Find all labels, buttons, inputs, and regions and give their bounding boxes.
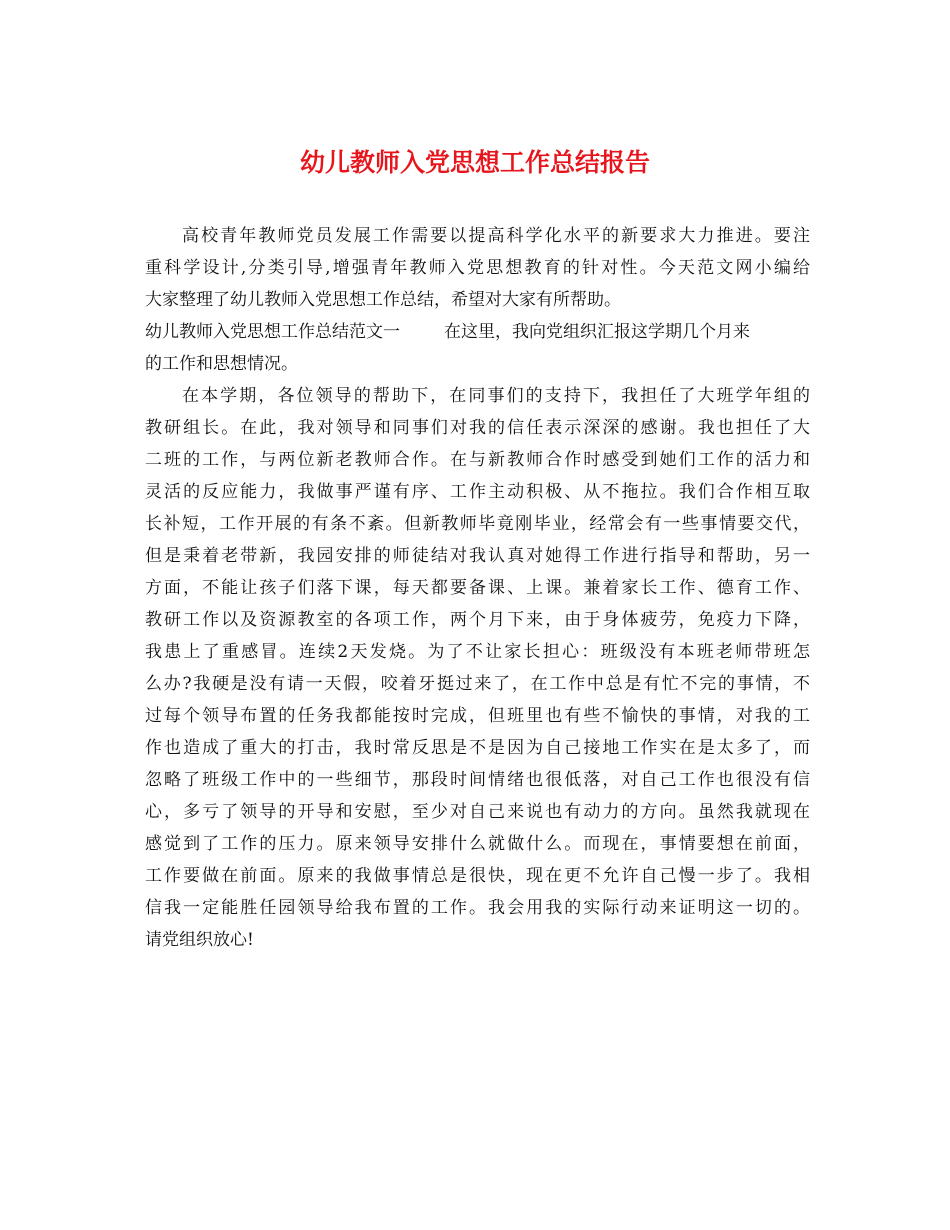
- paragraph-line: 忽略了班级工作中的一些细节，那段时间情绪也很低落，对自己工作也很没有信: [145, 770, 810, 790]
- paragraph-line: 二班的工作，与两位新老教师合作。在与新教师合作时感受到她们工作的活力和: [145, 450, 810, 470]
- paragraph-line: 过每个领导布置的任务我都能按时完成，但班里也有些不愉快的事情，对我的工: [145, 706, 810, 726]
- paragraph-line: 心，多亏了领导的开导和安慰，至少对自己来说也有动力的方向。虽然我就现在: [145, 802, 810, 822]
- intro-line: 大家整理了幼儿教师入党思想工作总结，希望对大家有所帮助。: [145, 290, 621, 310]
- paragraph-line: 但是秉着老带新，我园安排的师徒结对我认真对她得工作进行指导和帮助，另一: [145, 546, 810, 566]
- paragraph-line: 么办?我硬是没有请一天假，咬着牙挺过来了，在工作中总是有忙不完的事情，不: [145, 674, 810, 694]
- paragraph-line: 我患上了重感冒。连续2天发烧。为了不让家长担心：班级没有本班老师带班怎: [145, 642, 810, 662]
- paragraph-line: 作也造成了重大的打击，我时常反思是不是因为自己接地工作实在是太多了，而: [145, 738, 810, 758]
- paragraph-line: 灵活的反应能力，我做事严谨有序、工作主动积极、从不拖拉。我们合作相互取: [145, 482, 810, 502]
- section-first-line-text: 在这里，我向党组织汇报这学期几个月来: [444, 322, 750, 342]
- document-title: 幼儿教师入党思想工作总结报告: [299, 148, 650, 177]
- paragraph-line: 长补短，工作开展的有条不紊。但新教师毕竟刚毕业，经常会有一些事情要交代，: [145, 514, 810, 534]
- section-first-line: [145, 316, 810, 348]
- intro-line: 重科学设计,分类引导,增强青年教师入党思想教育的针对性。今天范文网小编给: [145, 258, 810, 278]
- paragraph-line: 感觉到了工作的压力。原来领导安排什么就做什么。而现在，事情要想在前面，: [145, 834, 810, 854]
- paragraph-line: 教研组长。在此，我对领导和同事们对我的信任表示深深的感谢。我也担任了大: [145, 418, 810, 438]
- paragraph-line: 教研工作以及资源教室的各项工作，两个月下来，由于身体疲劳，免疫力下降，: [145, 610, 810, 630]
- paragraph-line: 在本学期，各位领导的帮助下，在同事们的支持下，我担任了大班学年组的: [182, 386, 810, 406]
- intro-line: 高校青年教师党员发展工作需要以提高科学化水平的新要求大力推进。要注: [182, 226, 810, 246]
- section-line: 的工作和思想情况。: [145, 354, 298, 374]
- paragraph-line: 信我一定能胜任园领导给我布置的工作。我会用我的实际行动来证明这一切的。: [145, 898, 810, 918]
- paragraph-line: 工作要做在前面。原来的我做事情总是很快，现在更不允许自己慢一步了。我相: [145, 866, 810, 886]
- paragraph-line: 请党组织放心!: [145, 930, 254, 950]
- document-body: [145, 220, 810, 956]
- section-heading: 幼儿教师入党思想工作总结范文一: [145, 322, 400, 342]
- paragraph-line: 方面，不能让孩子们落下课，每天都要备课、上课。兼着家长工作、德育工作、: [145, 578, 810, 598]
